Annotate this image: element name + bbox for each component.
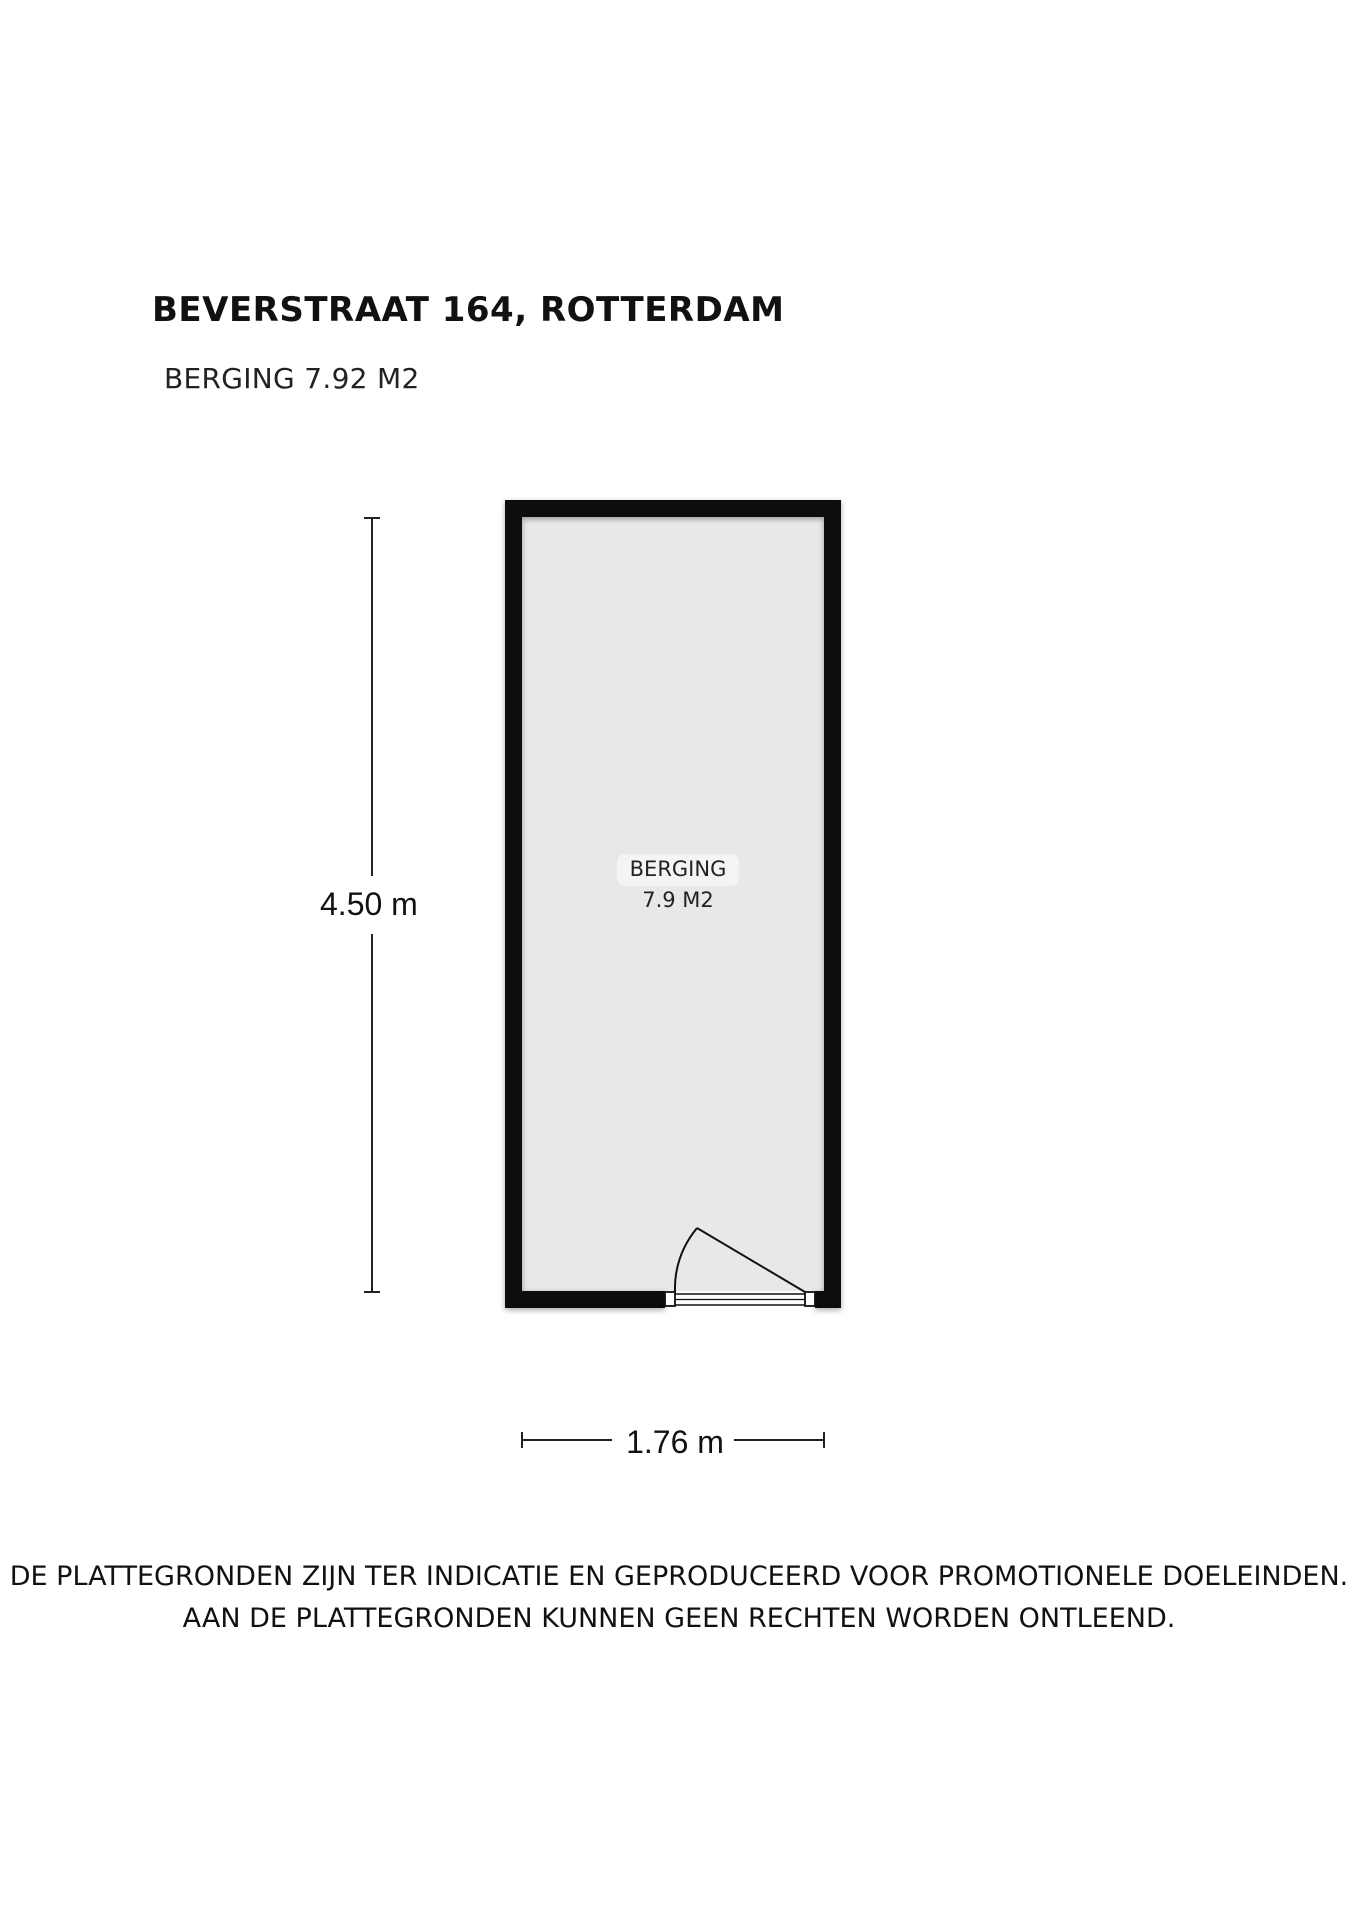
disclaimer: [0, 1556, 1358, 1640]
room-label-area: 7.9 M2: [642, 888, 714, 912]
wall-right: [824, 500, 841, 1308]
disclaimer-line-2: AAN DE PLATTEGRONDEN KUNNEN GEEN RECHTEN WORDEN ONTLEEND.: [182, 1603, 1176, 1634]
page-subtitle: BERGING 7.92 M2: [164, 362, 420, 395]
disclaimer-line-1: DE PLATTEGRONDEN ZIJN TER INDICATIE EN GEPRODUCEERD VOOR PROMOTIONELE DOELEINDEN.: [9, 1561, 1349, 1592]
door-jamb-left: [665, 1292, 675, 1306]
width-dimension-label: 1.76 m: [626, 1424, 724, 1460]
page-title: BEVERSTRAAT 164, ROTTERDAM: [152, 290, 785, 330]
wall-bottom-right: [815, 1291, 841, 1308]
wall-top: [505, 500, 841, 517]
wall-left: [505, 500, 522, 1308]
height-dimension-label: 4.50 m: [320, 886, 418, 922]
wall-bottom-left: [505, 1291, 665, 1308]
door-jamb-right: [805, 1292, 815, 1306]
room-label-name: BERGING: [629, 857, 727, 881]
